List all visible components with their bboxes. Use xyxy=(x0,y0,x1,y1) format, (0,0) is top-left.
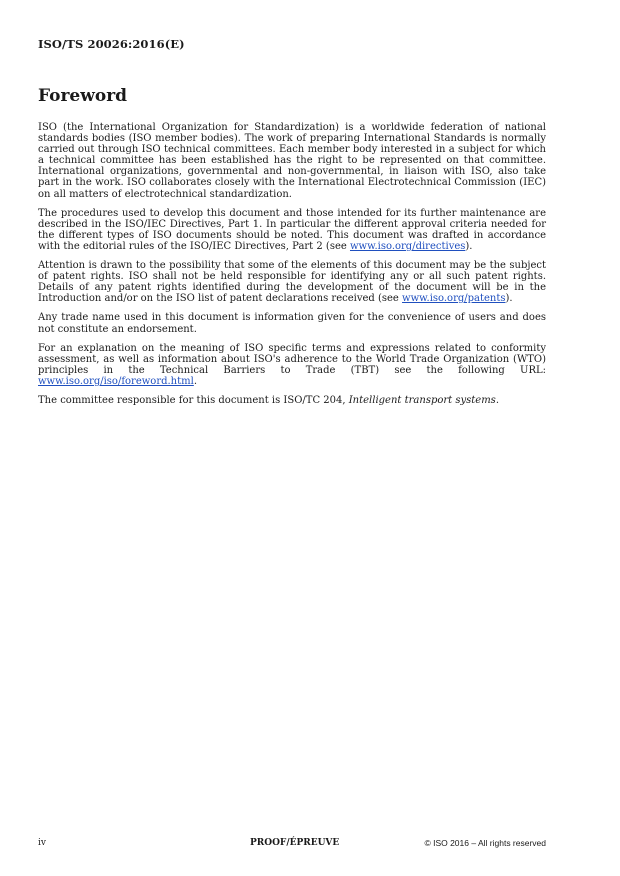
paragraph-conformity xyxy=(38,343,546,387)
paragraph-text-end: ). xyxy=(505,293,513,305)
copyright-notice: © ISO 2016 – All rights reserved xyxy=(424,838,546,848)
paragraph-text-end: . xyxy=(495,394,499,406)
patents-link[interactable]: www.iso.org/patents xyxy=(402,293,506,305)
paragraph-text: Attention is drawn to the possibility that some of the elements of this document may be the subject of patent rights. ISO shall not be held responsible for identifying any or all such patent rights. Details of any patent rights identified during the development of the document will be in the Introduction and/or on the ISO list of patent declarations received (see xyxy=(38,260,546,305)
page-number: iv xyxy=(38,838,46,848)
paragraph-text-end: ). xyxy=(465,240,473,252)
paragraph-patents xyxy=(38,260,546,304)
page-footer xyxy=(38,838,546,852)
directives-link[interactable]: www.iso.org/directives xyxy=(349,240,466,252)
foreword-body xyxy=(38,122,546,414)
paragraph-text: For an explanation on the meaning of ISO specific terms and expressions related to conformity assessment, as well as information about ISO's adherence to the World Trade Organization (WTO) principles in the Technical Barriers to Trade (TBT) see the following URL: xyxy=(38,342,546,376)
paragraph-iso-description: ISO (the International Organization for Standardization) is a worldwide federation of national standards bodies (ISO member bodies). The work of preparing International Standards is normally carried out through ISO technical committees. Each member body interested in a subject for which a technical committee has been established has the right to be represented on that committee. International organizations, governmental and non-governmental, in liaison with ISO, also take part in the work. ISO collaborates closely with the International Electrotechnical Commission (IEC) on all matters of electrotechnical standardization. xyxy=(38,122,546,200)
committee-name: Intelligent transport systems xyxy=(348,394,496,406)
paragraph-text: The committee responsible for this document is ISO/TC 204, xyxy=(38,394,349,406)
page-title: Foreword xyxy=(38,86,128,106)
paragraph-procedures xyxy=(38,208,546,252)
foreword-link[interactable]: www.iso.org/iso/foreword.html xyxy=(38,375,194,387)
document-identifier: ISO/TS 20026:2016(E) xyxy=(38,37,185,51)
paragraph-committee xyxy=(38,395,546,406)
paragraph-text: The procedures used to develop this document and those intended for its further maintenance are described in the ISO/IEC Directives, Part 1. In particular the different approval criteria needed for the different types of ISO documents should be noted. This document was drafted in accordance with the editorial rules of the ISO/IEC Directives, Part 2 (see xyxy=(38,207,546,252)
paragraph-text-end: . xyxy=(193,375,198,387)
paragraph-trade-name: Any trade name used in this document is information given for the convenience of users and does not constitute an endorsement. xyxy=(38,312,546,335)
proof-label: PROOF/ÉPREUVE xyxy=(250,838,340,848)
